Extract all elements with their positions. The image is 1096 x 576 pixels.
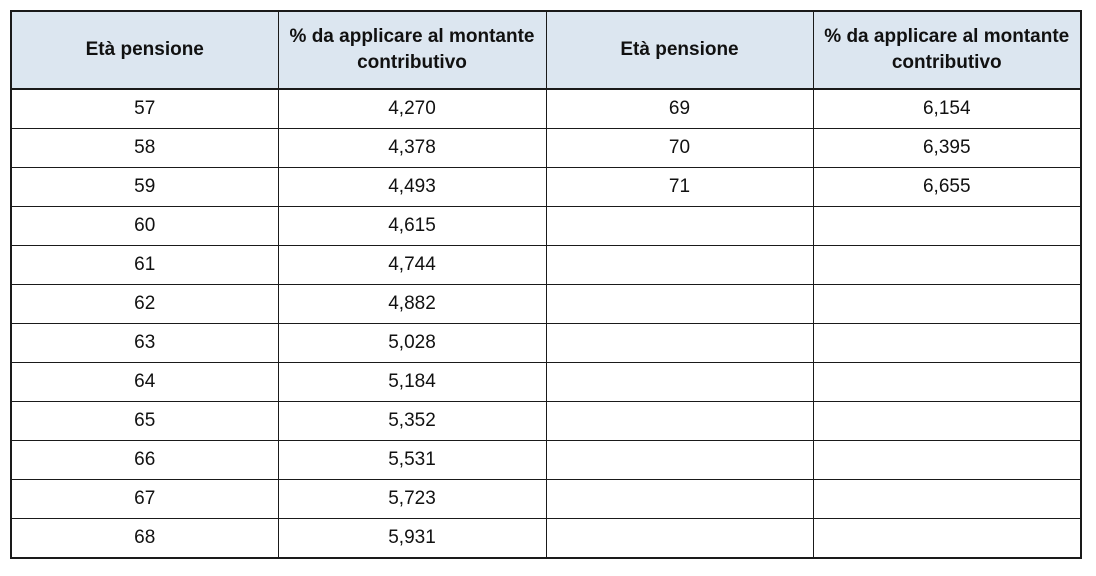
- cell-age-right: [546, 519, 813, 559]
- cell-age-right: 70: [546, 129, 813, 168]
- cell-age-left: 66: [11, 441, 278, 480]
- table-header: [11, 11, 1081, 89]
- cell-age-left: 61: [11, 246, 278, 285]
- pension-coefficients-table: [10, 10, 1082, 559]
- cell-age-left: 59: [11, 168, 278, 207]
- table-row: [11, 168, 1081, 207]
- cell-age-right: [546, 363, 813, 402]
- cell-age-left: 57: [11, 89, 278, 129]
- cell-percentage-left: 4,744: [278, 246, 546, 285]
- cell-percentage-right: [813, 480, 1081, 519]
- table-row: [11, 246, 1081, 285]
- cell-percentage-left: 4,378: [278, 129, 546, 168]
- cell-age-left: 64: [11, 363, 278, 402]
- cell-age-right: [546, 207, 813, 246]
- cell-age-left: 68: [11, 519, 278, 559]
- cell-age-left: 62: [11, 285, 278, 324]
- cell-age-right: 69: [546, 89, 813, 129]
- cell-percentage-right: [813, 285, 1081, 324]
- header-age-right: Età pensione: [546, 11, 813, 89]
- cell-age-right: 71: [546, 168, 813, 207]
- cell-percentage-left: 5,184: [278, 363, 546, 402]
- cell-percentage-left: 4,882: [278, 285, 546, 324]
- table-row: [11, 480, 1081, 519]
- cell-percentage-right: [813, 324, 1081, 363]
- table-row: [11, 363, 1081, 402]
- cell-percentage-left: 5,352: [278, 402, 546, 441]
- header-row: [11, 11, 1081, 89]
- cell-age-left: 67: [11, 480, 278, 519]
- cell-percentage-right: [813, 402, 1081, 441]
- table-row: [11, 207, 1081, 246]
- cell-percentage-left: 5,028: [278, 324, 546, 363]
- cell-age-left: 60: [11, 207, 278, 246]
- cell-percentage-right: [813, 519, 1081, 559]
- cell-age-right: [546, 246, 813, 285]
- table-container: [10, 10, 1082, 559]
- cell-percentage-left: 4,493: [278, 168, 546, 207]
- table-row: [11, 519, 1081, 559]
- table-row: [11, 324, 1081, 363]
- cell-percentage-left: 5,723: [278, 480, 546, 519]
- cell-percentage-left: 5,531: [278, 441, 546, 480]
- cell-percentage-right: 6,154: [813, 89, 1081, 129]
- cell-percentage-right: [813, 207, 1081, 246]
- cell-percentage-right: [813, 363, 1081, 402]
- table-body: [11, 89, 1081, 558]
- cell-age-left: 58: [11, 129, 278, 168]
- cell-age-right: [546, 285, 813, 324]
- table-row: [11, 402, 1081, 441]
- cell-percentage-left: 4,270: [278, 89, 546, 129]
- cell-percentage-right: 6,395: [813, 129, 1081, 168]
- cell-age-right: [546, 441, 813, 480]
- cell-age-right: [546, 480, 813, 519]
- cell-age-right: [546, 324, 813, 363]
- table-row: [11, 129, 1081, 168]
- table-row: [11, 89, 1081, 129]
- cell-age-left: 63: [11, 324, 278, 363]
- cell-percentage-right: 6,655: [813, 168, 1081, 207]
- cell-percentage-right: [813, 246, 1081, 285]
- header-percentage-left: % da applicare al montante contributivo: [278, 11, 546, 89]
- cell-percentage-left: 5,931: [278, 519, 546, 559]
- table-row: [11, 441, 1081, 480]
- cell-percentage-right: [813, 441, 1081, 480]
- table-row: [11, 285, 1081, 324]
- cell-age-right: [546, 402, 813, 441]
- cell-age-left: 65: [11, 402, 278, 441]
- header-percentage-right: % da applicare al montante contributivo: [813, 11, 1081, 89]
- cell-percentage-left: 4,615: [278, 207, 546, 246]
- header-age-left: Età pensione: [11, 11, 278, 89]
